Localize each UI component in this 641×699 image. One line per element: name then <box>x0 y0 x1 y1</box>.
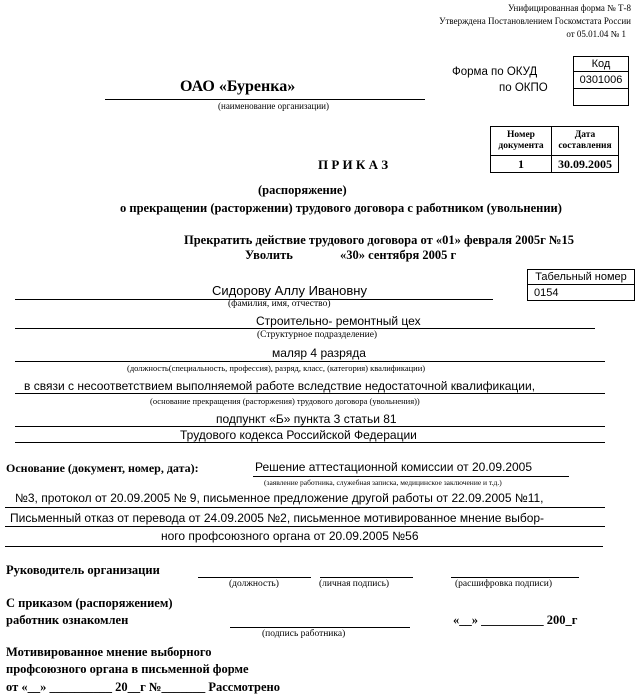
basis-line3: Письменный отказ от перевода от 24.09.2005 №2, письменное мотивированное мнение выбор- <box>10 511 545 525</box>
employee-name: Сидорову Аллу Ивановну <box>212 283 367 298</box>
dismissal-reason: в связи с несоответствием выполняемой работе вследствие недостаточной квалификации, <box>24 379 536 393</box>
acquaint-date: «__» __________ 200_г <box>453 613 578 627</box>
caption-worker-signature: (подпись работника) <box>262 629 346 639</box>
opinion-line3: от «__» __________ 20__г №_______ Рассмотрено <box>6 680 280 694</box>
order-subtitle: (распоряжение) <box>258 183 347 197</box>
okpo-value <box>574 89 629 106</box>
dismiss-label: Уволить <box>245 248 293 262</box>
form-header-line1: Унифицированная форма № Т-8 <box>507 3 631 13</box>
doc-date-header: Дата составления <box>552 127 619 156</box>
organization-caption: (наименование организации) <box>218 101 329 111</box>
codes-table <box>573 56 629 106</box>
department-caption: (Структурное подразделение) <box>257 330 378 340</box>
dismiss-date: «30» сентября 2005 г <box>340 248 457 262</box>
opinion-line2: профсоюзного органа в письменной форме <box>6 662 249 676</box>
basis-line4: ного профсоюзного органа от 20.09.2005 №56 <box>161 529 419 543</box>
caption-signature: (личная подпись) <box>319 579 390 589</box>
head-label: Руководитель организации <box>6 563 160 577</box>
opinion-line1: Мотивированное мнение выборного <box>6 645 212 659</box>
kod-label: Код <box>574 57 629 72</box>
terminate-contract: Прекратить действие трудового договора от «01» февраля 2005г №15 <box>184 233 574 247</box>
tabel-label: Табельный номер <box>528 270 635 285</box>
basis-caption: (заявление работника, служебная записка, медицинское заключение и т.д.) <box>264 478 502 487</box>
doc-number: 1 <box>491 156 552 173</box>
caption-decode: (расшифровка подписи) <box>455 579 552 589</box>
article-line2: Трудового кодекса Российской Федерации <box>180 428 417 442</box>
form-header <box>439 3 631 39</box>
organization-name: ОАО «Буренка» <box>180 78 296 95</box>
reason-caption: (основание прекращения (расторжения) трудового договора (увольнения)) <box>150 396 420 406</box>
acquaint-line1: С приказом (распоряжением) <box>6 596 173 610</box>
okud-value: 0301006 <box>574 72 629 89</box>
employee-position: маляр 4 разряда <box>272 346 366 360</box>
order-title: П Р И К А З <box>318 157 389 172</box>
okud-label: Форма по ОКУД <box>452 66 538 78</box>
caption-position: (должность) <box>229 579 279 589</box>
article-line1: подпункт «Б» пункта 3 статьи 81 <box>216 412 397 426</box>
doc-date: 30.09.2005 <box>552 156 619 173</box>
form-header-line3: от 05.01.04 № 1 <box>566 29 626 39</box>
order-subtitle-2: о прекращении (расторжении) трудового договора с работником (увольнении) <box>120 201 562 215</box>
tabel-value: 0154 <box>528 285 635 301</box>
tabel-table <box>527 269 635 301</box>
employee-department: Строительно- ремонтный цех <box>256 314 421 328</box>
acquaint-line2: работник ознакомлен <box>6 613 129 627</box>
okpo-label: по ОКПО <box>499 82 548 94</box>
basis-line2: №3, протокол от 20.09.2005 № 9, письменное предложение другой работы от 22.09.2005 №11, <box>15 491 544 505</box>
position-caption: (должность(специальность, профессия), разряд, класс, (категория) квалификации) <box>127 363 426 373</box>
basis-label: Основание (документ, номер, дата): <box>6 461 199 475</box>
doc-table <box>490 126 619 173</box>
doc-number-header: Номер документа <box>491 127 552 156</box>
employee-name-caption: (фамилия, имя, отчество) <box>228 299 331 309</box>
basis-line1: Решение аттестационной комиссии от 20.09.2005 <box>255 460 533 474</box>
form-header-line2: Утверждена Постановлением Госкомстата России <box>439 16 631 26</box>
